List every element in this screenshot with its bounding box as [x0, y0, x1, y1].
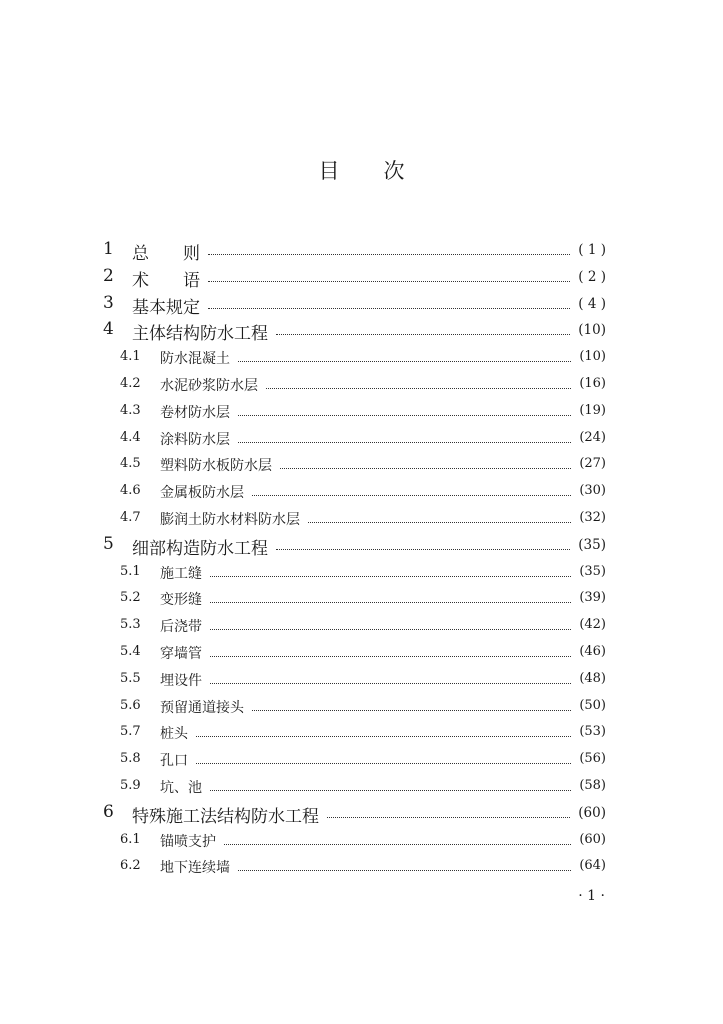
toc-section-row[interactable]: [0, 424, 723, 451]
toc-dot-leader: [210, 601, 571, 603]
toc-entry-title: 主体结构防水工程: [132, 324, 268, 345]
toc-entry-page: (16): [579, 376, 606, 391]
toc-entry-title: 细部构造防水工程: [132, 538, 268, 559]
toc-entry-page: (56): [579, 751, 606, 767]
toc-entry-page: (35): [578, 536, 606, 553]
toc-section-row[interactable]: [0, 852, 723, 879]
toc-entry-number: 4.4: [120, 429, 141, 445]
toc-entry-number: 6: [103, 801, 114, 822]
toc-section-row[interactable]: [0, 558, 723, 585]
toc-dot-leader: [210, 655, 571, 657]
toc-entry-title: 防水混凝土: [160, 351, 230, 368]
toc-dot-leader: [208, 280, 570, 282]
toc-entry-title: 后浇带: [160, 619, 202, 636]
toc-entry-number: 5.8: [120, 751, 141, 767]
toc-entry-page: (42): [579, 617, 606, 633]
toc-entry-title: 预留通道接头: [160, 699, 244, 716]
toc-entry-number: 4.6: [120, 483, 141, 499]
toc-dot-leader: [210, 575, 571, 577]
toc-entry-page: (64): [579, 858, 606, 874]
toc-entry-number: 5.1: [120, 563, 141, 579]
toc-entry-title: 卷材防水层: [160, 404, 230, 421]
toc-entry-title: 塑料防水板防水层: [160, 458, 272, 475]
toc-entry-page: (24): [579, 429, 606, 445]
toc-dot-leader: [266, 387, 571, 389]
toc-section-row[interactable]: [0, 584, 723, 611]
toc-entry-page: (46): [579, 644, 606, 659]
toc-entry-number: 5.5: [120, 670, 141, 686]
toc-dot-leader: [252, 709, 571, 711]
toc-entry-page: (60): [579, 831, 606, 847]
toc-section-row[interactable]: [0, 343, 723, 370]
toc-section-row[interactable]: [0, 477, 723, 504]
toc-section-row[interactable]: [0, 638, 723, 665]
toc-entry-page: (60): [578, 804, 606, 821]
toc-entry-page: (39): [579, 590, 606, 606]
toc-chapter-row[interactable]: [0, 316, 723, 343]
toc-dot-leader: [196, 762, 571, 764]
toc-entry-page: (10): [578, 322, 606, 339]
toc-dot-leader: [208, 253, 570, 255]
toc-dot-leader: [327, 816, 570, 818]
toc-entry-title: 变形缝: [160, 592, 202, 609]
toc-dot-leader: [224, 843, 571, 845]
toc-entry-number: 5.4: [120, 644, 141, 659]
toc-entry-number: 4.3: [120, 402, 141, 418]
toc-section-row[interactable]: [0, 665, 723, 692]
toc-chapter-row[interactable]: [0, 263, 723, 290]
toc-entry-title: 锚喷支护: [160, 833, 216, 850]
toc-entry-number: 4.1: [120, 349, 141, 365]
toc-entry-number: 5.6: [120, 697, 141, 713]
toc-entry-title: 埋设件: [160, 672, 202, 689]
toc-entry-page: (10): [579, 349, 606, 365]
toc-dot-leader: [208, 307, 570, 309]
toc-section-row[interactable]: [0, 692, 723, 719]
toc-entry-number: 4.2: [120, 376, 141, 391]
toc-entry-page: (48): [579, 670, 606, 686]
toc-dot-leader: [276, 548, 570, 550]
page-number-footer: · 1 ·: [578, 888, 605, 904]
toc-dot-leader: [210, 789, 571, 791]
toc-entry-title: 孔口: [160, 753, 188, 770]
toc-dot-leader: [238, 441, 571, 443]
toc-dot-leader: [210, 682, 571, 684]
toc-section-row[interactable]: [0, 718, 723, 745]
toc-section-row[interactable]: [0, 745, 723, 772]
toc-entry-title: 基本规定: [132, 297, 200, 318]
toc-dot-leader: [210, 628, 571, 630]
toc-section-row[interactable]: [0, 826, 723, 853]
toc-entry-number: 1: [103, 239, 114, 259]
toc-entry-number: 5.3: [120, 617, 141, 633]
toc-dot-leader: [238, 360, 571, 362]
toc-dot-leader: [280, 467, 571, 469]
toc-section-row[interactable]: [0, 370, 723, 397]
toc-entry-number: 4.5: [120, 456, 141, 472]
toc-dot-leader: [238, 869, 571, 871]
toc-entry-title: 穿墙管: [160, 646, 202, 662]
toc-chapter-row[interactable]: [0, 236, 723, 263]
toc-entry-number: 5.2: [120, 590, 141, 606]
toc-entry-number: 5.9: [120, 778, 141, 793]
toc-entry-number: 6.1: [120, 831, 141, 847]
toc-entry-page: ( 2 ): [578, 268, 606, 285]
toc-entry-page: ( 4 ): [578, 295, 606, 312]
toc-section-row[interactable]: [0, 611, 723, 638]
toc-entry-title: 术 语: [132, 270, 200, 291]
toc-dot-leader: [276, 333, 570, 335]
toc-entry-title: 桩头: [160, 726, 188, 743]
toc-entry-number: 4.7: [120, 510, 141, 525]
toc-dot-leader: [238, 414, 571, 416]
toc-section-row[interactable]: [0, 772, 723, 799]
toc-entry-title: 坑、池: [160, 780, 202, 796]
toc-entry-title: 施工缝: [160, 565, 202, 582]
toc-dot-leader: [252, 494, 571, 496]
toc-chapter-row[interactable]: [0, 290, 723, 317]
toc-chapter-row[interactable]: [0, 531, 723, 558]
toc-entry-title: 地下连续墙: [160, 860, 230, 877]
toc-entry-page: (27): [579, 456, 606, 472]
toc-section-row[interactable]: [0, 504, 723, 531]
toc-section-row[interactable]: [0, 450, 723, 477]
toc-entry-title: 金属板防水层: [160, 485, 244, 502]
toc-entry-title: 特殊施工法结构防水工程: [132, 806, 319, 827]
toc-entry-number: 5: [103, 533, 114, 554]
page-title: [0, 155, 723, 185]
toc-entry-page: (35): [579, 563, 606, 579]
toc-entry-page: (19): [579, 402, 606, 418]
toc-dot-leader: [308, 521, 571, 523]
title-char-right: 次: [383, 159, 405, 183]
toc-entry-number: 2: [103, 265, 114, 286]
toc-entry-page: (50): [579, 697, 606, 713]
toc-entry-page: (53): [579, 724, 606, 740]
toc-entry-number: 6.2: [120, 858, 141, 874]
toc-entry-title: 膨润土防水材料防水层: [160, 512, 300, 528]
toc-entry-title: 涂料防水层: [160, 431, 230, 448]
toc-section-row[interactable]: [0, 397, 723, 424]
toc-entry-page: (32): [579, 510, 606, 525]
toc-entry-page: (30): [579, 483, 606, 499]
toc-entry-page: (58): [579, 778, 606, 793]
toc-dot-leader: [196, 735, 571, 737]
toc-entry-number: 5.7: [120, 724, 141, 740]
toc-entry-number: 3: [103, 292, 114, 313]
toc-entry-page: ( 1 ): [578, 242, 606, 258]
title-char-left: 目: [318, 159, 340, 183]
toc-chapter-row[interactable]: [0, 799, 723, 826]
toc-entry-title: 总 则: [132, 244, 200, 264]
toc-entry-number: 4: [103, 319, 114, 340]
toc-entry-title: 水泥砂浆防水层: [160, 378, 258, 394]
